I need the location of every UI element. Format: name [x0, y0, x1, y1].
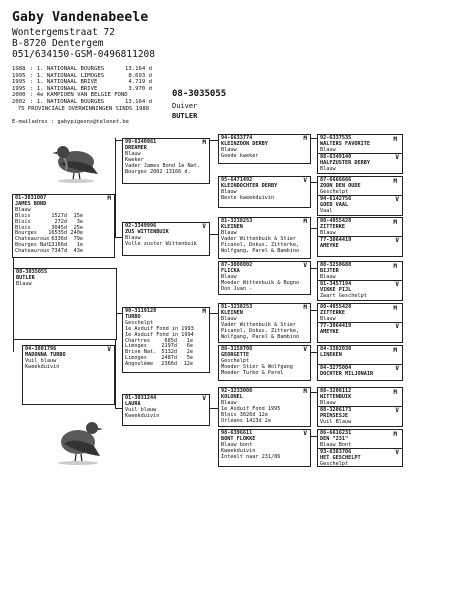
pigeon-name: WITTENBUIK	[320, 393, 352, 400]
info-line: Blauw bont	[221, 441, 253, 448]
race-result-cell: 79e	[73, 236, 83, 243]
subject-ring: 08-3035055	[172, 89, 227, 99]
email-address: E-mailadres : gabypigeons@telenet.be	[12, 119, 129, 125]
grandparent-box	[218, 134, 311, 164]
race-result-cell: 12e	[183, 361, 193, 368]
sex-marker: M	[393, 389, 397, 396]
sex-marker: V	[303, 346, 307, 353]
pigeon-name: ZOON DEN OUDE	[320, 182, 361, 189]
race-result-cell: Blois	[15, 212, 31, 219]
pigeon-name: KLEINZOON DERBY	[221, 140, 268, 147]
race-result-cell: 43e	[73, 248, 83, 255]
achievement-row	[12, 79, 162, 86]
ring-number: 80-4055428	[320, 304, 352, 310]
great-grandsire	[320, 263, 400, 279]
sex-marker: V	[395, 237, 399, 244]
achievement-text: : 1. NATIONAAL BRIVE	[30, 85, 98, 92]
sex-marker: M	[107, 195, 111, 202]
grandparent-box	[218, 303, 311, 343]
ring-number: 98-6396611	[221, 430, 253, 436]
pigeon-name: GEORGETTE	[221, 351, 250, 358]
breeder-city: B-8720 Dentergem	[12, 38, 104, 49]
pigeon-name: KOLONEL	[221, 393, 243, 400]
info-line: Blauw	[125, 150, 141, 157]
great-grandsire	[320, 347, 400, 363]
race-result-cell: Limoges	[125, 355, 147, 362]
achievement-year: 1995	[12, 72, 26, 79]
ring-number: 87-3008002	[221, 262, 253, 268]
info-line: Vader Wittenbuik & Stier	[221, 235, 296, 242]
sex-marker: M	[393, 263, 397, 270]
great-grandparents-pair	[317, 345, 403, 381]
sex-marker: M	[393, 347, 397, 354]
info-line: Blauw	[221, 273, 237, 280]
ring-number: 86-6616231	[320, 430, 352, 436]
info-line: Blauw	[16, 280, 32, 287]
info-line: Vader James Bond 1e Nat.	[125, 162, 200, 169]
ring-number: 01-3031244	[125, 395, 157, 401]
info-line: Blauw	[320, 146, 336, 153]
sex-marker: V	[395, 323, 399, 330]
dam-sire-box	[122, 307, 210, 373]
info-line: Vuil blauw	[125, 406, 157, 413]
ring-number: 81-3238253	[221, 304, 253, 310]
sex-marker: V	[303, 177, 307, 184]
sex-marker: M	[393, 219, 397, 226]
grandparent-box	[218, 261, 311, 295]
achievement-row	[12, 106, 162, 113]
info-line: Goede kweker	[221, 152, 259, 159]
pigeon-name: ZUS WITTENBUIK	[125, 228, 169, 235]
achievement-text: : 1. NATIONAAL BOURGES	[30, 98, 105, 105]
achievement-row	[12, 66, 162, 73]
info-line: Picanol, Dokus, Zitterke,	[221, 327, 300, 334]
race-result-cell: 5e	[186, 355, 193, 362]
sex-marker: V	[303, 430, 307, 437]
achievement-row	[12, 73, 162, 80]
great-grandparents-pair	[317, 303, 403, 343]
achievement-speed	[149, 106, 162, 113]
race-result	[15, 249, 112, 255]
info-line: Blauw	[15, 206, 31, 213]
grandparent-box	[218, 217, 311, 259]
achievement-speed	[112, 92, 152, 99]
great-grandsire	[320, 136, 400, 152]
race-result-cell: 15e	[73, 212, 83, 219]
info-line: Blauw	[221, 315, 237, 322]
dam-dam-box	[122, 394, 210, 426]
subject-name: BUTLER	[172, 112, 198, 120]
pigeon-name: MADONNA TURBO	[25, 351, 66, 358]
info-line: Blauw	[221, 229, 237, 236]
achievement-row	[12, 99, 162, 106]
sex-marker: V	[395, 281, 399, 288]
great-grandparents-pair	[317, 217, 403, 257]
ring-number: 92-3233008	[221, 388, 253, 394]
info-line: Volle zuster Wittenbuik	[125, 240, 197, 247]
great-granddam	[318, 406, 402, 426]
info-line: Blauw	[125, 234, 141, 241]
info-line: Orléans 1413d 2e	[221, 417, 271, 424]
info-line: Kweekduivin	[125, 412, 160, 419]
pigeon-name: KLEINDOCHTER DERBY	[221, 182, 278, 189]
ring-number: 08-3035055	[16, 269, 48, 275]
info-line: Kweker	[125, 156, 144, 163]
info-line: Vader Wittenbuik & Stier	[221, 321, 296, 328]
achievement-year: 2002	[12, 98, 26, 105]
sex-marker: M	[303, 218, 307, 225]
great-grandparents-pair	[317, 387, 403, 427]
sex-marker: M	[303, 388, 307, 395]
sex-marker: V	[395, 196, 399, 203]
pigeon-name: DREAMER	[125, 144, 147, 151]
achievement-text: : 1. NATIONAAL BOURGES	[30, 66, 105, 72]
info-line: Geschelpt	[125, 319, 154, 326]
sex-marker: M	[202, 139, 206, 146]
info-line: Wolfgang, Parel & Bambino	[221, 333, 300, 340]
info-line: Blauw	[320, 399, 336, 406]
sex-marker: M	[393, 178, 397, 185]
race-result-cell: Chateauroux	[15, 236, 50, 243]
race-result-cell: 3e	[76, 218, 83, 225]
ring-number: 92-6337535	[320, 135, 352, 141]
sire-box	[12, 194, 115, 258]
great-grandparents-pair	[317, 261, 403, 301]
great-granddam	[318, 364, 402, 378]
info-line: Vaal	[320, 207, 333, 214]
great-granddam	[318, 153, 402, 173]
achievement-row	[12, 86, 162, 93]
sex-marker: V	[202, 223, 206, 230]
pigeon-name: ZITTERKE	[320, 309, 345, 316]
race-result-cell: 3045d	[51, 224, 67, 231]
achievement-row	[12, 92, 162, 99]
sex-marker: V	[395, 365, 399, 372]
great-grandparents-pair	[317, 134, 403, 174]
sex-marker: M	[393, 305, 397, 312]
info-line: Kweekduivin	[221, 447, 256, 454]
ring-number: 80-3250688	[320, 262, 352, 268]
pigeon-name: ZITTERKE	[320, 223, 345, 230]
pigeon-name: FLICKA	[221, 267, 240, 274]
great-grandsire	[320, 389, 400, 405]
info-line: Blauw	[320, 165, 336, 172]
subject-box	[13, 268, 117, 340]
pigeon-name: HALFZUSTER DERBY	[320, 159, 370, 166]
race-result-cell: Blois	[15, 224, 31, 231]
ring-number: 87-6666666	[320, 177, 352, 183]
sex-marker: M	[202, 308, 206, 315]
achievement-text: 75 PROVINCIALE OVERWINNINGEN SINDS 1988	[17, 105, 150, 112]
grandparent-box	[218, 345, 311, 381]
race-result-cell: Angoulême	[125, 361, 154, 368]
great-grandsire	[320, 431, 400, 447]
sex-marker: V	[202, 395, 206, 402]
pigeon-name: LAURA	[125, 400, 141, 407]
ring-number: 84-3275004	[320, 365, 352, 371]
race-result-cell: 240e	[70, 230, 83, 237]
race-result-cell: 5132d	[161, 349, 177, 356]
info-line: Geschelpt	[320, 460, 349, 467]
pigeon-name: KLEINEN	[221, 309, 243, 316]
race-result-cell: Blois	[15, 218, 31, 225]
ring-number: 81-3457194	[320, 281, 352, 287]
subject-color: Duiver	[172, 102, 198, 110]
info-line: Moeder Turbo & Parel	[221, 369, 284, 376]
great-grandparents-pair	[317, 429, 403, 467]
sex-marker: V	[395, 407, 399, 414]
pigeon-name: VIKKE PIJL	[320, 286, 352, 293]
achievement-text: : 4e KAMPIOEN VAN BELGIE FOND	[30, 92, 128, 99]
sex-marker: V	[303, 262, 307, 269]
info-line: 1e Asduif Fond 1995	[221, 405, 281, 412]
ring-number: 90-3119128	[125, 308, 157, 314]
sex-marker: M	[393, 431, 397, 438]
info-line: Blauw	[320, 229, 336, 236]
sex-marker: M	[303, 135, 307, 142]
ring-number: 95-6471492	[221, 177, 253, 183]
pigeon-name: LINEKEN	[320, 351, 342, 358]
great-granddam	[318, 195, 402, 215]
race-result-cell: 25e	[73, 224, 83, 231]
info-line: Moeder Wittenbuik & Bugno	[221, 279, 300, 286]
pigeon-name: BONT FLOKKE	[221, 435, 256, 442]
great-grandsire	[320, 219, 400, 235]
sire-dam-box	[122, 222, 210, 256]
pigeon-name: AMEYKE	[320, 328, 339, 335]
sex-marker: V	[395, 154, 399, 161]
great-granddam	[318, 236, 402, 250]
info-line: Moeder Stier & Wolfgang	[221, 363, 293, 370]
pigeon-name: JAMES BOND	[15, 200, 47, 207]
info-line: Blauw	[221, 146, 237, 153]
race-result-cell: Bourges	[15, 230, 37, 237]
sex-marker: V	[107, 346, 111, 353]
ring-number: 02-3349996	[125, 223, 157, 229]
achievement-speed: 3.970 d	[128, 85, 152, 92]
achievement-text: : 1. NATIONAAL BRIVE	[30, 79, 98, 86]
info-line: Blauw	[221, 399, 237, 406]
breeder-phone: 051/634150-GSM-0496811208	[12, 49, 155, 60]
pigeon-photo-top	[46, 134, 106, 184]
info-line: Kweekduivin	[25, 363, 60, 370]
race-result-cell: Chateauroux	[15, 248, 50, 255]
grandparent-box	[218, 176, 311, 208]
info-line: Geschelpt	[320, 188, 349, 195]
pigeon-name: PRINSESJE	[320, 412, 349, 419]
info-line: Bourges 2002 13166 d.	[125, 168, 191, 175]
pigeon-name: TURBO	[125, 313, 141, 320]
ring-number: 81-3238253	[221, 218, 253, 224]
great-grandparents-pair	[317, 176, 403, 216]
race-result-cell: 6336d	[51, 236, 67, 243]
info-line: Wolfgang, Parel & Bambino	[221, 247, 300, 254]
info-line: Beste kweekduivin	[221, 194, 275, 201]
info-line: Blauw	[221, 188, 237, 195]
race-result-cell: 2197d	[161, 343, 177, 350]
pigeon-name: AMEYKE	[320, 242, 339, 249]
pigeon-name: BUTLER	[16, 274, 35, 281]
pigeon-name: DOCHTER MILJONAIR	[320, 370, 374, 377]
dam-box	[22, 345, 115, 405]
ring-number: 77-3064419	[320, 237, 352, 243]
ring-number: 01-3031007	[15, 195, 47, 201]
sex-marker: M	[393, 136, 397, 143]
pigeon-name: DEN "231"	[320, 435, 349, 442]
info-line: Zwart Geschelpt	[320, 292, 367, 299]
achievement-year: 1988	[12, 66, 26, 72]
great-grandsire	[320, 178, 400, 194]
race-result-cell: 1e	[186, 337, 193, 344]
info-line: Inteelt naar 231/86	[221, 453, 281, 460]
sex-marker: V	[395, 449, 399, 456]
info-line: Blauw Bont	[320, 441, 352, 448]
ring-number: 88-3206112	[320, 388, 352, 394]
info-line: Picanol, Dokus, Zitterke,	[221, 241, 300, 248]
pigeon-name: KLEINEN	[221, 223, 243, 230]
achievement-text: : 1. NATIONAAL LIMOGES	[30, 72, 105, 79]
pigeon-name: GOED VAAL	[320, 201, 349, 208]
sire-sire-box	[122, 138, 210, 184]
pigeon-photo-bottom	[46, 412, 106, 468]
great-grandsire	[320, 305, 400, 321]
grandparent-box	[218, 387, 311, 427]
info-line: Don Juan -	[221, 285, 253, 292]
ring-number: 94-6633774	[221, 135, 253, 141]
breeder-street: Wontergemstraat 72	[12, 27, 115, 38]
great-granddam	[318, 448, 402, 468]
ring-number: 99-6340961	[125, 139, 157, 145]
race-result-cell: 7347d	[51, 248, 67, 255]
sex-marker: M	[303, 304, 307, 311]
race-result-cell: Brive Nat.	[125, 349, 157, 356]
achievement-speed: 13.164 d	[125, 66, 152, 72]
ring-number: 04-3001796	[25, 346, 57, 352]
pigeon-name: BIJTER	[320, 267, 339, 274]
info-line: Blauw	[320, 315, 336, 322]
race-result-cell: 1e	[76, 242, 83, 249]
great-granddam	[318, 280, 402, 300]
ring-number: 88-3206173	[320, 407, 352, 413]
race-result-cell: 16535d	[48, 230, 67, 237]
info-line: Vuil Blauw	[320, 418, 352, 425]
grandparent-box	[218, 429, 311, 467]
achievements-list	[12, 66, 162, 112]
great-granddam	[318, 322, 402, 336]
ring-number: 77-3064419	[320, 323, 352, 329]
pigeon-name: HET GESCHELPT	[320, 454, 361, 461]
ring-number: 84-3302030	[320, 346, 352, 352]
info-line: Blois 3026d 12e	[221, 411, 268, 418]
info-line: 1e Asduif Fond in 1993	[125, 325, 194, 332]
pigeon-name: WALTERS FAVORITE	[320, 140, 370, 147]
race-result-cell: 1527d	[51, 212, 67, 219]
ring-number: 93-6383706	[320, 449, 352, 455]
info-line: Vuil blauw	[25, 357, 57, 364]
race-result-cell: 6e	[186, 343, 193, 350]
ring-number: 94-6142756	[320, 196, 352, 202]
info-line: Blauw	[320, 273, 336, 280]
achievement-year: 1995	[12, 85, 26, 92]
race-result-cell: 2e	[186, 349, 193, 356]
info-line: 1e Asduif Fond in 1994	[125, 331, 194, 338]
race-result	[125, 362, 207, 368]
breeder-name: Gaby Vandenabeele	[12, 10, 149, 25]
race-result-cell: 685d	[164, 337, 177, 344]
info-line: Geschelpt	[221, 357, 250, 364]
race-result-cell: Bourges Nat.	[15, 242, 53, 249]
race-result-cell: Chartres	[125, 337, 150, 344]
achievement-year: 1995	[12, 79, 26, 86]
race-result-cell: 13166d	[48, 242, 67, 249]
achievement-speed: 4.719 d	[128, 79, 152, 86]
ring-number: 88-6349140	[320, 154, 352, 160]
achievement-speed: 13.164 d	[125, 98, 152, 105]
ring-number: 86-3158708	[221, 346, 253, 352]
race-result-cell: 2366d	[161, 361, 177, 368]
achievement-speed: 8.693 d	[128, 72, 152, 79]
race-result-cell: 2487d	[161, 355, 177, 362]
achievement-year: 2000	[12, 92, 26, 99]
race-result-cell: Limoges	[125, 343, 147, 350]
race-result-cell: 272d	[54, 218, 67, 225]
ring-number: 80-4055428	[320, 218, 352, 224]
